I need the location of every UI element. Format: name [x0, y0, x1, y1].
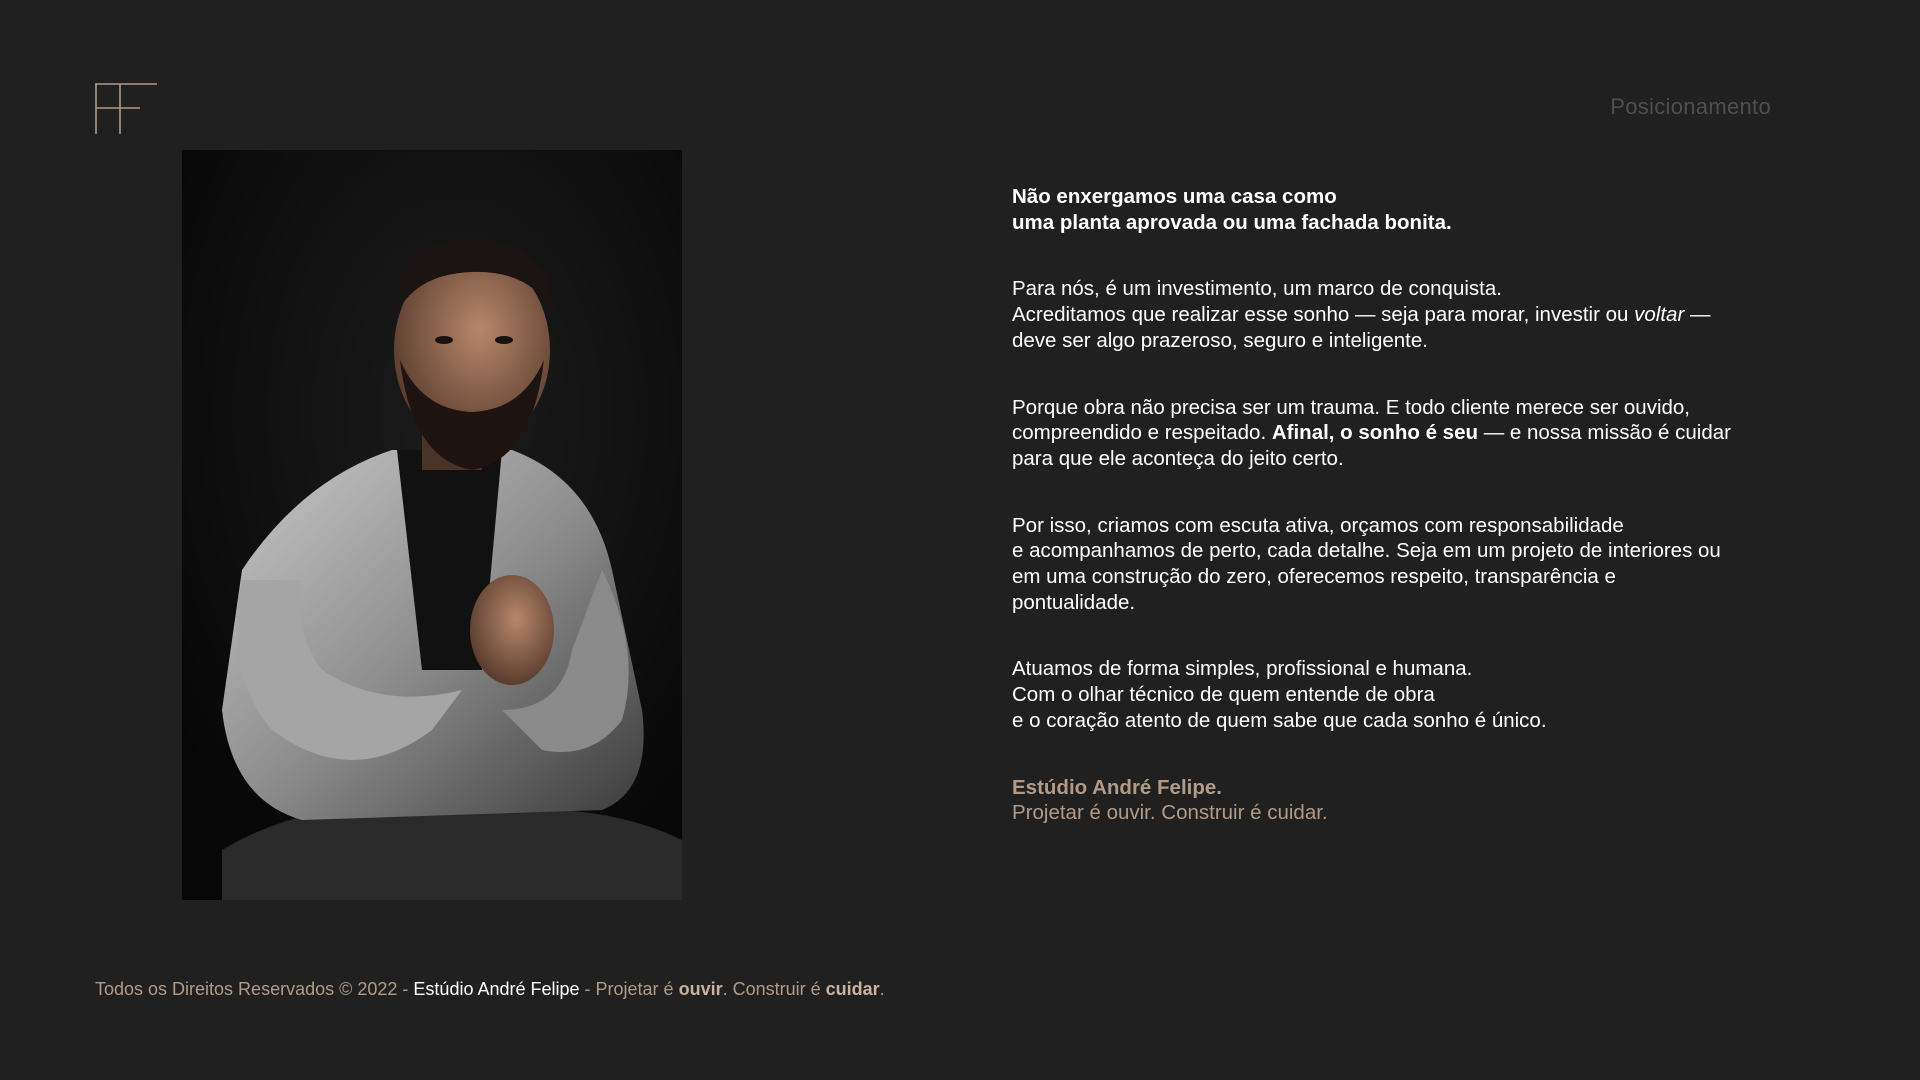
text-line: compreendido e respeitado. Afinal, o sonho é seu — e nossa missão é cuidar	[1012, 421, 1731, 445]
section-title: Posicionamento	[1610, 94, 1771, 119]
text-line: para que ele aconteça do jeito certo.	[1012, 446, 1344, 470]
footer-studio-name: Estúdio André Felipe	[413, 979, 580, 999]
text-line: deve ser algo prazeroso, seguro e inteligente.	[1012, 328, 1428, 352]
portrait-photo	[182, 150, 682, 900]
text-line: e acompanhamos de perto, cada detalhe. Seja em um projeto de interiores ou	[1012, 539, 1721, 563]
signature	[1012, 775, 1772, 826]
text-line: pontualidade.	[1012, 590, 1136, 614]
text-line: Acreditamos que realizar esse sonho — seja para morar, investir ou voltar —	[1012, 303, 1711, 327]
text-line: e o coração atento de quem sabe que cada sonho é único.	[1012, 708, 1547, 732]
text-line: Para nós, é um investimento, um marco de conquista.	[1012, 277, 1502, 301]
footer-copyright: Todos os Direitos Reservados © 2022 - Estúdio André Felipe - Projetar é ouvir. Construir é cuidar.	[95, 979, 885, 999]
footer-ouvir: ouvir	[678, 979, 723, 999]
intro-line: uma planta aprovada ou uma fachada bonita.	[1012, 210, 1452, 234]
af-monogram-icon[interactable]	[95, 83, 157, 134]
signature-tagline: Projetar é ouvir. Construir é cuidar.	[1012, 801, 1328, 825]
text-line: em uma construção do zero, oferecemos respeito, transparência e	[1012, 565, 1616, 589]
footer-cuidar: cuidar	[825, 979, 880, 999]
paragraph-approach	[1012, 656, 1772, 733]
positioning-text	[1012, 184, 1772, 867]
paragraph-investment	[1012, 276, 1772, 353]
signature-name: Estúdio André Felipe.	[1012, 775, 1222, 799]
text-line: Atuamos de forma simples, profissional e humana.	[1012, 657, 1473, 681]
text-line: Com o olhar técnico de quem entende de obra	[1012, 683, 1435, 707]
intro-line: Não enxergamos uma casa como	[1012, 185, 1337, 208]
text-line: Por isso, criamos com escuta ativa, orçamos com responsabilidade	[1012, 513, 1624, 537]
emphasis-voltar: voltar	[1634, 303, 1685, 327]
emphasis-sonho: Afinal, o sonho é seu	[1271, 421, 1479, 445]
footer-rights: Todos os Direitos Reservados © 2022 -	[95, 979, 414, 999]
paragraph-trauma	[1012, 395, 1772, 472]
intro-paragraph	[1012, 184, 1772, 235]
paragraph-process	[1012, 513, 1772, 616]
text-line: Porque obra não precisa ser um trauma. E todo cliente merece ser ouvido,	[1012, 395, 1690, 419]
